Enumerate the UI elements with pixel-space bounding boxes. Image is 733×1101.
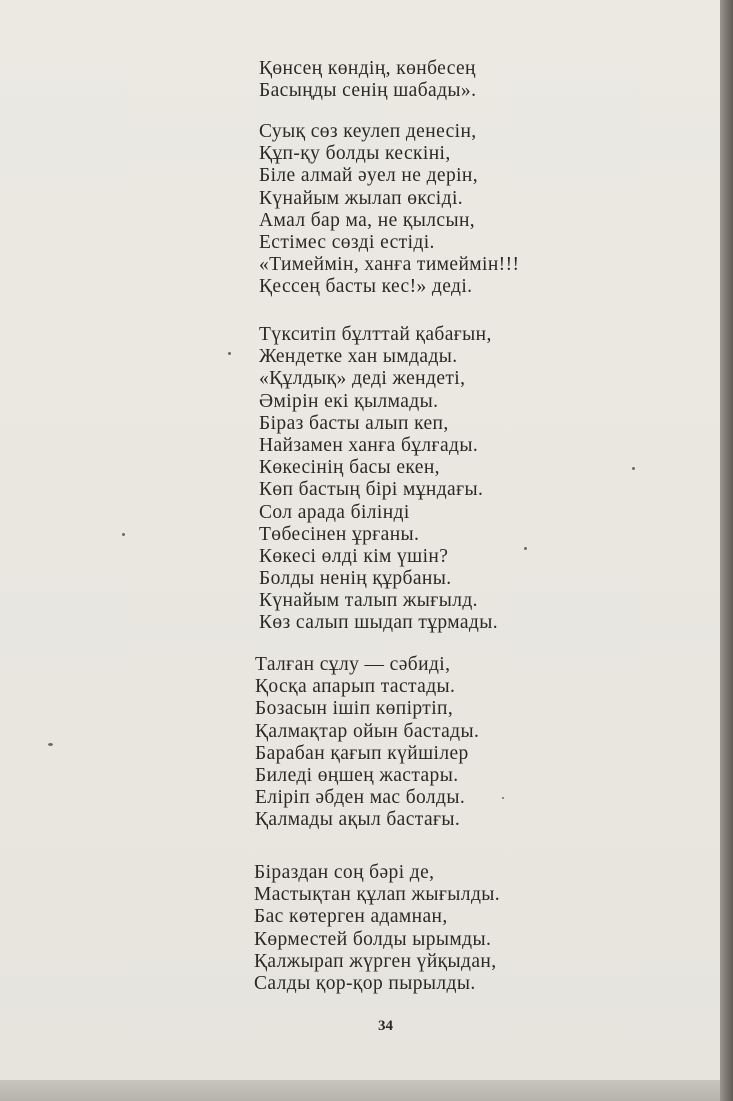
- poem-line: Көрместей болды ырымды.: [254, 928, 492, 950]
- poem-line: Көкесінің басы екен,: [259, 457, 440, 479]
- poem-line: Құп-қу болды кескіні,: [259, 143, 451, 165]
- poem-line: Біле алмай әуел не дерін,: [259, 165, 479, 187]
- poem-line: Қессең басты кес!» деді.: [259, 276, 473, 298]
- poem-line: Қосқа апарып тастады.: [255, 676, 456, 698]
- ink-speck: [122, 533, 125, 536]
- ink-speck: [48, 743, 53, 746]
- poem-line: «Тимеймін, ханға тимеймін!!!: [259, 254, 520, 276]
- stanza-3: [259, 324, 498, 635]
- poem-line: Суық сөз кеулеп денесін,: [259, 121, 477, 142]
- poem-line: Қөнсең көндің, көнбесең: [259, 58, 476, 79]
- poem-line: Сол арада білінді: [259, 501, 410, 523]
- poem-line: Жендетке хан ымдады.: [259, 346, 458, 368]
- poem-line: Біраз басты алып кеп,: [259, 412, 449, 434]
- poem-line: Төбесінен ұрғаны.: [259, 523, 420, 545]
- ink-speck: [502, 797, 504, 799]
- poem-line: Басыңды сенің шабады».: [259, 80, 477, 102]
- poem-line: Естімес сөзді естіді.: [259, 231, 435, 253]
- poem-line: Қалмақтар ойын бастады.: [255, 720, 480, 742]
- poem-line: Талған сұлу — сәбиді,: [255, 654, 451, 675]
- poem-line: Қалжырап жүрген үйқыдан,: [254, 950, 497, 972]
- poem-line: Еліріп әбден мас болды.: [255, 787, 466, 809]
- poem-line: Мастықтан құлап жығылды.: [254, 884, 501, 906]
- poem-line: Көп бастың бірі мұндағы.: [259, 479, 484, 501]
- stanza-1: [259, 58, 476, 102]
- poem-line: Көкесі өлді кім үшін?: [259, 545, 449, 567]
- poem-line: Биледі өңшең жастары.: [255, 764, 459, 786]
- stanza-2: [259, 121, 519, 299]
- poem-line: Бозасын ішіп көпіртіп,: [255, 698, 454, 720]
- poem-line: Барабан қағып күйшілер: [255, 742, 469, 764]
- poem-line: Салды қор-қор пырылды.: [254, 972, 476, 994]
- poem-line: Қалмады ақыл бастағы.: [255, 809, 461, 831]
- poem-line: Күнайым талып жығылд.: [259, 590, 478, 612]
- poem-line: Найзамен ханға бұлғады.: [259, 434, 479, 456]
- page-number: 34: [378, 1018, 393, 1034]
- ink-speck: [228, 352, 231, 355]
- poem-line: Бас көтерген адамнан,: [254, 906, 448, 928]
- stanza-4: [255, 654, 479, 832]
- poem-line: Біраздан соң бәрі де,: [254, 862, 435, 883]
- ink-speck: [632, 467, 635, 470]
- poem-line: Көз салып шыдап тұрмады.: [259, 612, 499, 634]
- poem-line: Түкситіп бұлттай қабағын,: [259, 324, 492, 345]
- page-bottom-edge: [0, 1080, 720, 1101]
- poem-line: «Құлдық» деді жендеті,: [259, 368, 466, 390]
- stanza-5: [254, 862, 500, 995]
- poem-line: Амал бар ма, не қылсын,: [259, 209, 476, 231]
- poem-line: Әмірін екі қылмады.: [259, 390, 439, 412]
- poem-line: Күнайым жылап өксіді.: [259, 187, 464, 209]
- poem-line: Болды ненің құрбаны.: [259, 568, 452, 590]
- page-edge-shadow: [720, 0, 733, 1101]
- ink-speck: [524, 547, 527, 550]
